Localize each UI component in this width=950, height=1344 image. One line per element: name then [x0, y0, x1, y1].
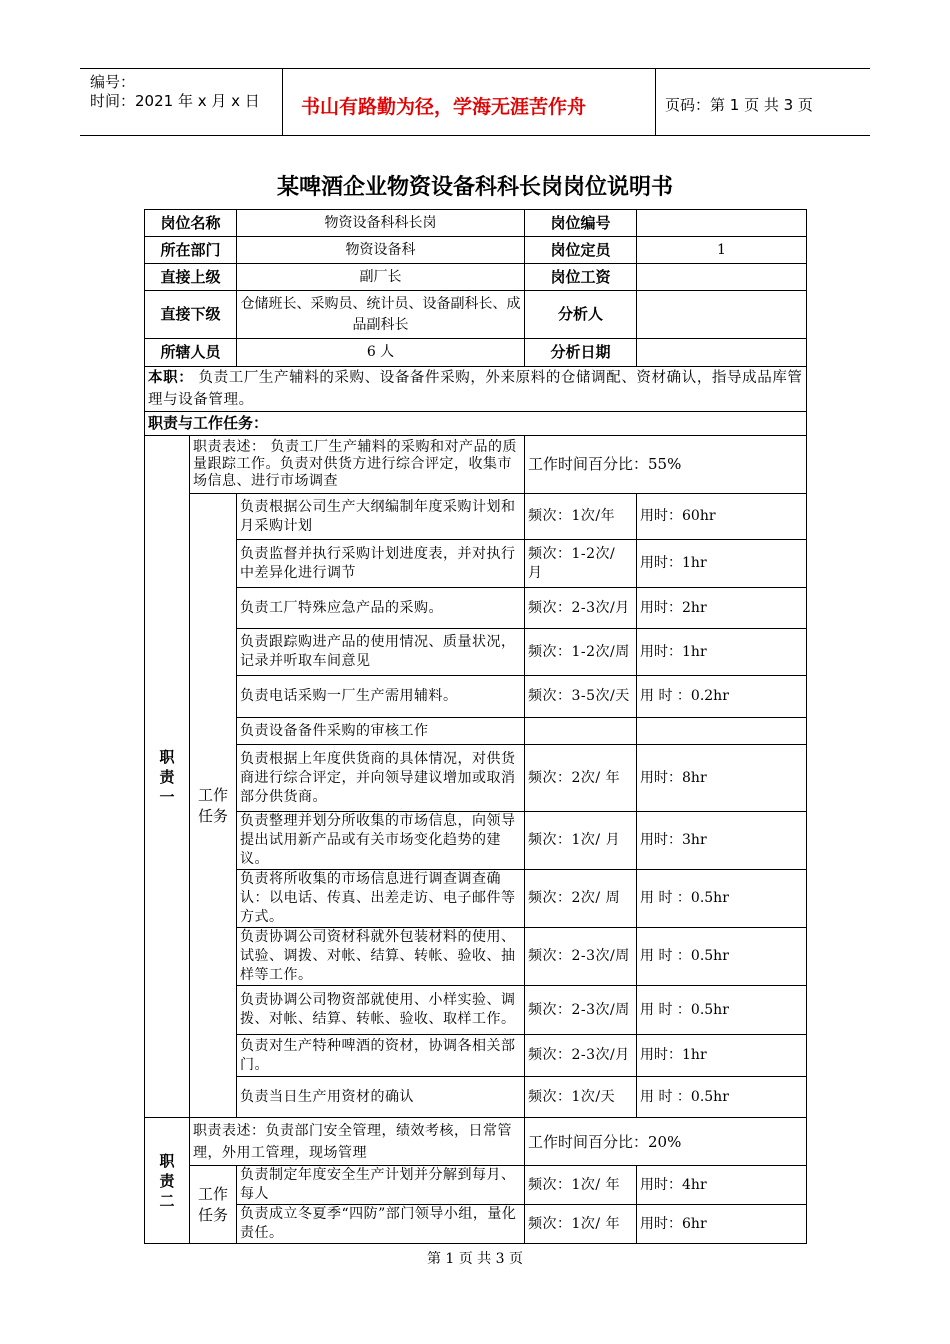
duty1-task-label: 工作任务 [197, 785, 228, 825]
subordinate-value: 仓储班长、采购员、统计员、设备副科长、成品副科长 [237, 291, 525, 339]
duty1-time-5: 用 时 ：0.2hr [637, 676, 807, 718]
duty1-task-row-5 [145, 676, 807, 718]
duty2-label-cell [145, 1118, 190, 1244]
duty2-task-1: 负责制定年度安全生产计划并分解到每月、每人 [237, 1166, 525, 1205]
dept-value: 物资设备科 [237, 237, 525, 264]
duty1-task-6: 负责设备备件采购的审核工作 [237, 718, 525, 745]
duty1-task-row-6 [145, 718, 807, 745]
row-subordinate [145, 291, 807, 339]
duty1-time-9: 用 时 ：0.5hr [637, 870, 807, 928]
duty1-freq-4: 频次：1-2次/周 [525, 629, 637, 676]
duty1-task-8: 负责整理并划分所收集的市场信息，向领导提出试用新产品或有关市场变化趋势的建议。 [237, 812, 525, 870]
document-time: 时间：2021 年 x 月 x 日 [90, 92, 260, 110]
duty1-task-2: 负责监督并执行采购计划进度表，并对执行中差异化进行调节 [237, 540, 525, 588]
salary-label: 岗位工资 [525, 264, 637, 291]
duty1-label-cell [145, 436, 190, 1118]
header-divider-right [655, 68, 656, 135]
duty1-freq-7: 频次：2次/ 年 [525, 745, 637, 812]
staff-label: 所辖人员 [145, 339, 237, 367]
duty1-task-row-3 [145, 588, 807, 629]
duty2-task-row-1 [145, 1166, 807, 1205]
duty1-task-10: 负责协调公司资材科就外包装材料的使用、试验、调拨、对帐、结算、转帐、验收、抽样等工作。 [237, 928, 525, 986]
header-top-rule [80, 68, 870, 69]
duty1-task-row-12 [145, 1035, 807, 1077]
duty1-freq-6 [525, 718, 637, 745]
duty2-desc-row [145, 1118, 807, 1166]
superior-value: 副厂长 [237, 264, 525, 291]
duty2-freq-2: 频次：1次/ 年 [525, 1205, 637, 1244]
row-summary [145, 367, 807, 412]
subordinate-label: 直接下级 [145, 291, 237, 339]
duty1-desc: 职责表述： 负责工厂生产辅料的采购和对产品的质量跟踪工作。负责对供货方进行综合评定，收集市场信息、进行市场调查 [190, 436, 525, 494]
analyst-value [637, 291, 807, 339]
duty1-task-row-4 [145, 629, 807, 676]
row-staff [145, 339, 807, 367]
row-duties-heading [145, 412, 807, 436]
duty1-freq-9: 频次：2次/ 周 [525, 870, 637, 928]
duty1-task-12: 负责对生产特种啤酒的资材，协调各相关部门。 [237, 1035, 525, 1077]
date-value [637, 339, 807, 367]
duty1-time-3: 用时：2hr [637, 588, 807, 629]
page-title: 某啤酒企业物资设备科科长岗岗位说明书 [276, 175, 673, 200]
duty1-time-13: 用 时 ：0.5hr [637, 1077, 807, 1118]
salary-value [637, 264, 807, 291]
duty2-label: 职责二 [159, 1151, 175, 1210]
duty1-task-row-7 [145, 745, 807, 812]
duty2-time-1: 用时：4hr [637, 1166, 807, 1205]
duty1-task-row-9 [145, 870, 807, 928]
duty1-task-row-13 [145, 1077, 807, 1118]
duty1-task-row-8 [145, 812, 807, 870]
duty1-freq-3: 频次：2-3次/月 [525, 588, 637, 629]
quota-label: 岗位定员 [525, 237, 637, 264]
duty1-pct: 工作时间百分比：55% [525, 436, 807, 494]
page-footer: 第 1 页 共 3 页 [426, 1251, 524, 1267]
duty2-pct: 工作时间百分比：20% [525, 1118, 807, 1166]
header-bottom-rule [80, 135, 870, 136]
row-position-name [145, 210, 807, 237]
duty1-freq-1: 频次：1次/年 [525, 494, 637, 540]
summary-label: 本职： [148, 370, 194, 386]
duty2-task-label: 工作任务 [197, 1184, 228, 1224]
duty2-time-2: 用时：6hr [637, 1205, 807, 1244]
duty2-freq-1: 频次：1次/ 年 [525, 1166, 637, 1205]
position-code-label: 岗位编号 [525, 210, 637, 237]
staff-value: 6 人 [237, 339, 525, 367]
header-divider-left [282, 68, 283, 135]
job-description-table [144, 209, 807, 1244]
duty2-task-label-cell [190, 1166, 237, 1244]
duty1-desc-row [145, 436, 807, 494]
duty1-task-1: 负责根据公司生产大纲编制年度采购计划和月采购计划 [237, 494, 525, 540]
duty1-task-7: 负责根据上年度供货商的具体情况，对供货商进行综合评定，并向领导建议增加或取消部分供货商。 [237, 745, 525, 812]
duty1-freq-2: 频次：1-2次/ 月 [525, 540, 637, 588]
duty1-task-5: 负责电话采购一厂生产需用辅料。 [237, 676, 525, 718]
duty1-task-label-cell [190, 494, 237, 1118]
duty1-time-4: 用时：1hr [637, 629, 807, 676]
row-dept [145, 237, 807, 264]
duty2-desc: 职责表述：负责部门安全管理，绩效考核，日常管理，外用工管理，现场管理 [190, 1118, 525, 1166]
duty2-task-2: 负责成立冬夏季“四防”部门领导小组，量化责任。 [237, 1205, 525, 1244]
summary-cell [145, 367, 807, 412]
duty1-task-11: 负责协调公司物资部就使用、小样实验、调拨、对帐、结算、转帐、验收、取样工作。 [237, 986, 525, 1035]
duty1-time-12: 用时：1hr [637, 1035, 807, 1077]
header-motto: 书山有路勤为径，学海无涯苦作舟 [301, 96, 587, 118]
duty1-task-row-1 [145, 494, 807, 540]
quota-value: 1 [637, 237, 807, 264]
duty1-task-row-11 [145, 986, 807, 1035]
duty1-time-8: 用时：3hr [637, 812, 807, 870]
duty1-label: 职责一 [159, 747, 175, 806]
duty1-task-row-10 [145, 928, 807, 986]
row-superior [145, 264, 807, 291]
duty2-task-row-2 [145, 1205, 807, 1244]
duty1-freq-13: 频次：1次/天 [525, 1077, 637, 1118]
superior-label: 直接上级 [145, 264, 237, 291]
duty1-freq-8: 频次：1次/ 月 [525, 812, 637, 870]
duty1-time-6 [637, 718, 807, 745]
duty1-time-10: 用 时 ：0.5hr [637, 928, 807, 986]
duty1-time-2: 用时：1hr [637, 540, 807, 588]
position-name-value: 物资设备科科长岗 [237, 210, 525, 237]
page-info: 页码：第 1 页 共 3 页 [665, 96, 813, 114]
duty1-task-row-2 [145, 540, 807, 588]
dept-label: 所在部门 [145, 237, 237, 264]
duty1-time-1: 用时：60hr [637, 494, 807, 540]
duty1-freq-5: 频次：3-5次/天 [525, 676, 637, 718]
position-name-label: 岗位名称 [145, 210, 237, 237]
duty1-freq-12: 频次：2-3次/月 [525, 1035, 637, 1077]
duty1-task-13: 负责当日生产用资材的确认 [237, 1077, 525, 1118]
document-number: 编号： [90, 73, 136, 91]
duty1-time-7: 用时：8hr [637, 745, 807, 812]
date-label: 分析日期 [525, 339, 637, 367]
duty1-task-3: 负责工厂特殊应急产品的采购。 [237, 588, 525, 629]
duty1-task-4: 负责跟踪购进产品的使用情况、质量状况，记录并听取车间意见 [237, 629, 525, 676]
duty1-task-9: 负责将所收集的市场信息进行调查调查确认：以电话、传真、出差走访、电子邮件等方式。 [237, 870, 525, 928]
position-code-value [637, 210, 807, 237]
summary-text: 负责工厂生产辅料的采购、设备备件采购，外来原料的仓储调配、资材确认，指导成品库管理与设备管理。 [148, 370, 803, 408]
duty1-freq-11: 频次：2-3次/周 [525, 986, 637, 1035]
analyst-label: 分析人 [525, 291, 637, 339]
duties-heading: 职责与工作任务： [145, 412, 807, 436]
duty1-freq-10: 频次：2-3次/周 [525, 928, 637, 986]
duty1-time-11: 用 时 ：0.5hr [637, 986, 807, 1035]
